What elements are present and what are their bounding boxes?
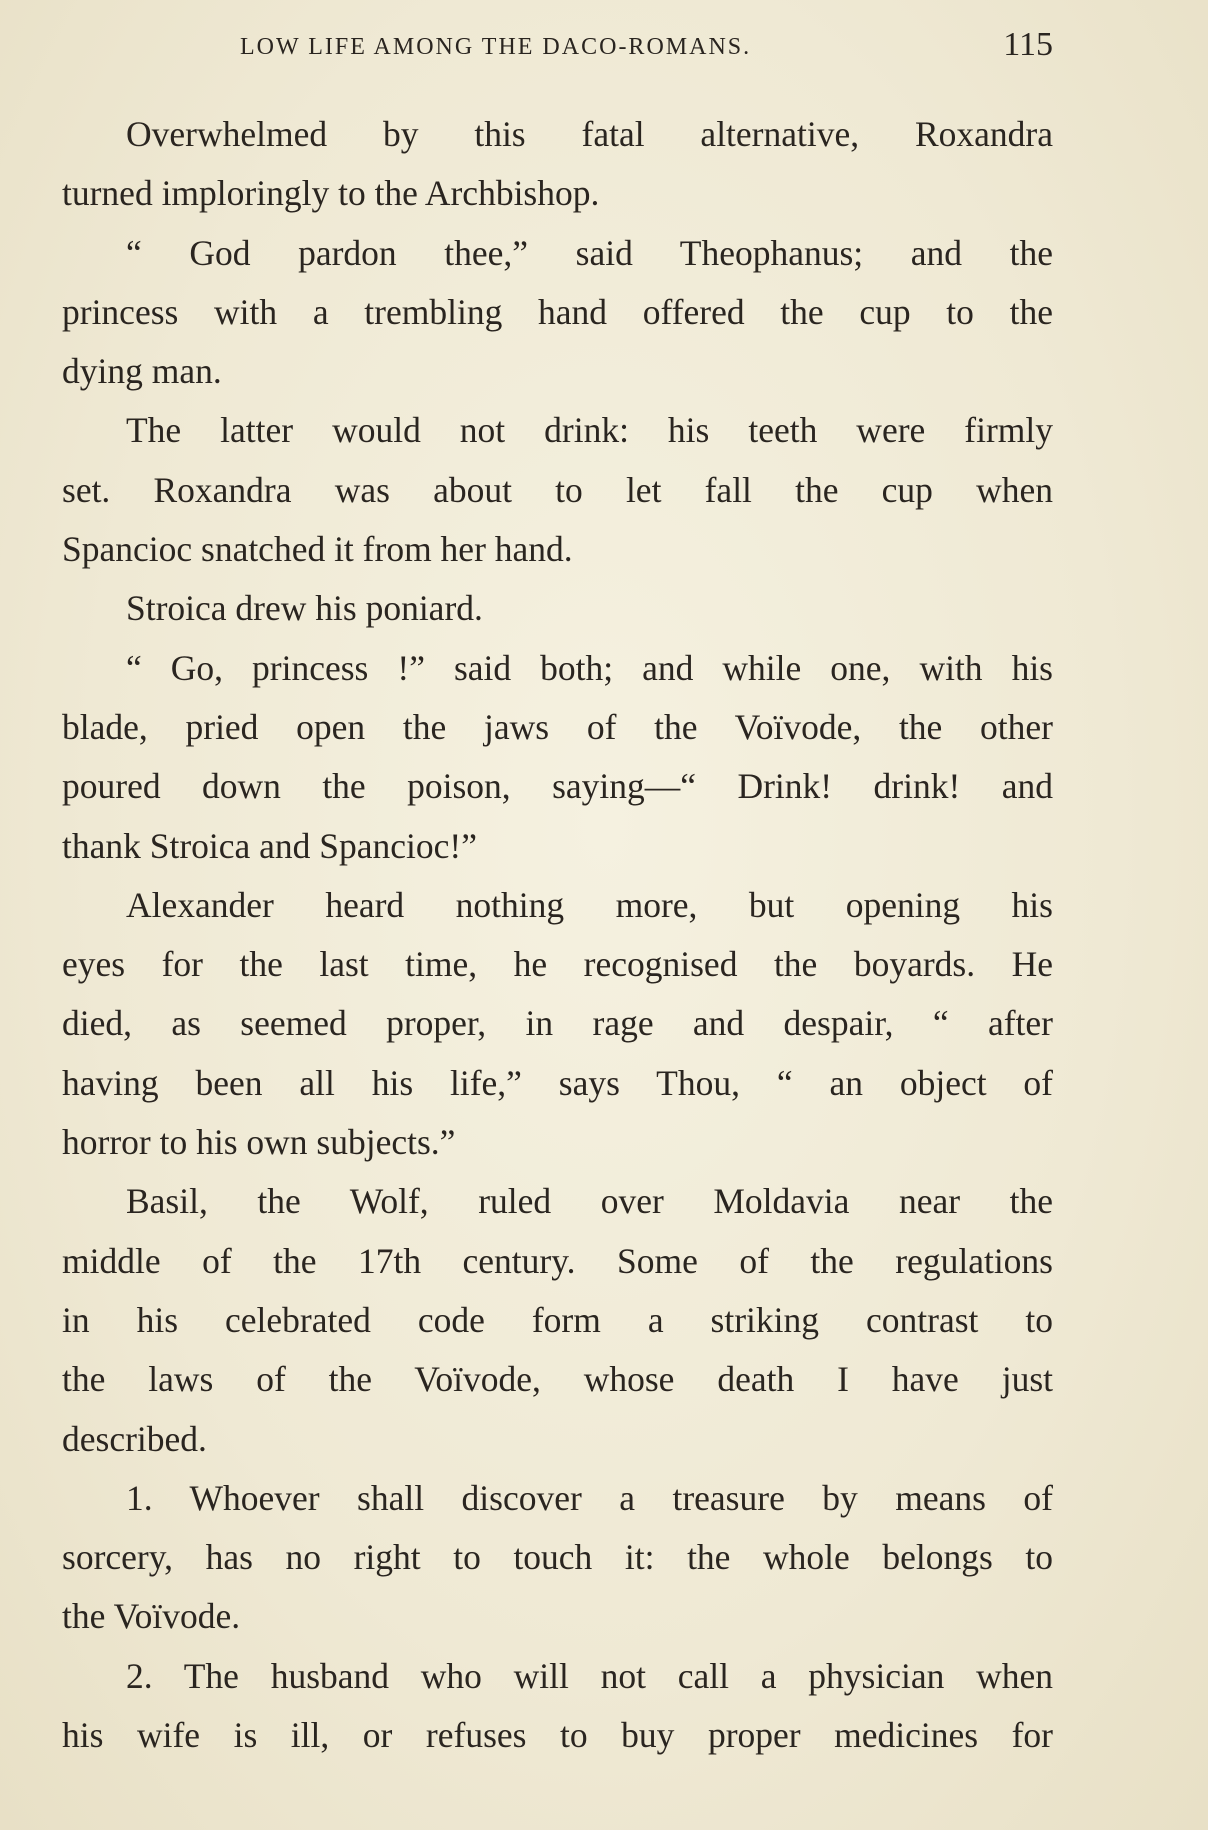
- text-line: “ God pardon thee,” said Theophanus; and the: [126, 232, 1053, 273]
- text-line: Alexander heard nothing more, but opening his: [126, 884, 1053, 925]
- text-line: The latter would not drink: his teeth were firmly: [126, 410, 1053, 451]
- text-line: set. Roxandra was about to let fall the cup when: [62, 469, 1053, 510]
- text-line: thank Stroica and Spancioc!”: [62, 825, 478, 866]
- text-line: “ Go, princess !” said both; and while one, with his: [126, 647, 1053, 688]
- text-line: Basil, the Wolf, ruled over Moldavia near the: [126, 1181, 1053, 1222]
- text-line: the laws of the Voïvode, whose death I have just: [62, 1359, 1053, 1400]
- text-line: dying man.: [62, 351, 222, 392]
- text-line: the Voïvode.: [62, 1596, 241, 1637]
- text-line: poured down the poison, saying—“ Drink! drink! and: [62, 766, 1053, 807]
- body-text: [62, 105, 1053, 1765]
- text-line: middle of the 17th century. Some of the regulations: [62, 1240, 1053, 1281]
- text-line: described.: [62, 1418, 207, 1459]
- text-line: horror to his own subjects.”: [62, 1122, 456, 1163]
- text-line: blade, pried open the jaws of the Voïvode, the other: [62, 706, 1053, 747]
- text-line: his wife is ill, or refuses to buy proper medicines for: [62, 1715, 1053, 1756]
- text-line: eyes for the last time, he recognised the boyards. He: [62, 944, 1053, 985]
- text-line: Stroica drew his poniard.: [126, 588, 483, 629]
- text-line: turned imploringly to the Archbishop.: [62, 173, 600, 214]
- text-line: 1. Whoever shall discover a treasure by means of: [126, 1477, 1053, 1518]
- text-line: Overwhelmed by this fatal alternative, Roxandra: [126, 114, 1053, 154]
- page-number: 115: [1003, 26, 1053, 63]
- running-title: LOW LIFE AMONG THE DACO-ROMANS.: [240, 34, 752, 60]
- text-line: died, as seemed proper, in rage and despair, “ after: [62, 1003, 1053, 1044]
- text-line: Spancioc snatched it from her hand.: [62, 529, 573, 570]
- running-head: [62, 26, 1053, 70]
- text-line: in his celebrated code form a striking contrast to: [62, 1299, 1053, 1340]
- text-line: having been all his life,” says Thou, “ an object of: [62, 1062, 1053, 1103]
- text-line: 2. The husband who will not call a physician when: [126, 1655, 1053, 1696]
- text-line: princess with a trembling hand offered the cup to the: [62, 291, 1053, 332]
- text-line: sorcery, has no right to touch it: the whole belongs to: [62, 1537, 1053, 1578]
